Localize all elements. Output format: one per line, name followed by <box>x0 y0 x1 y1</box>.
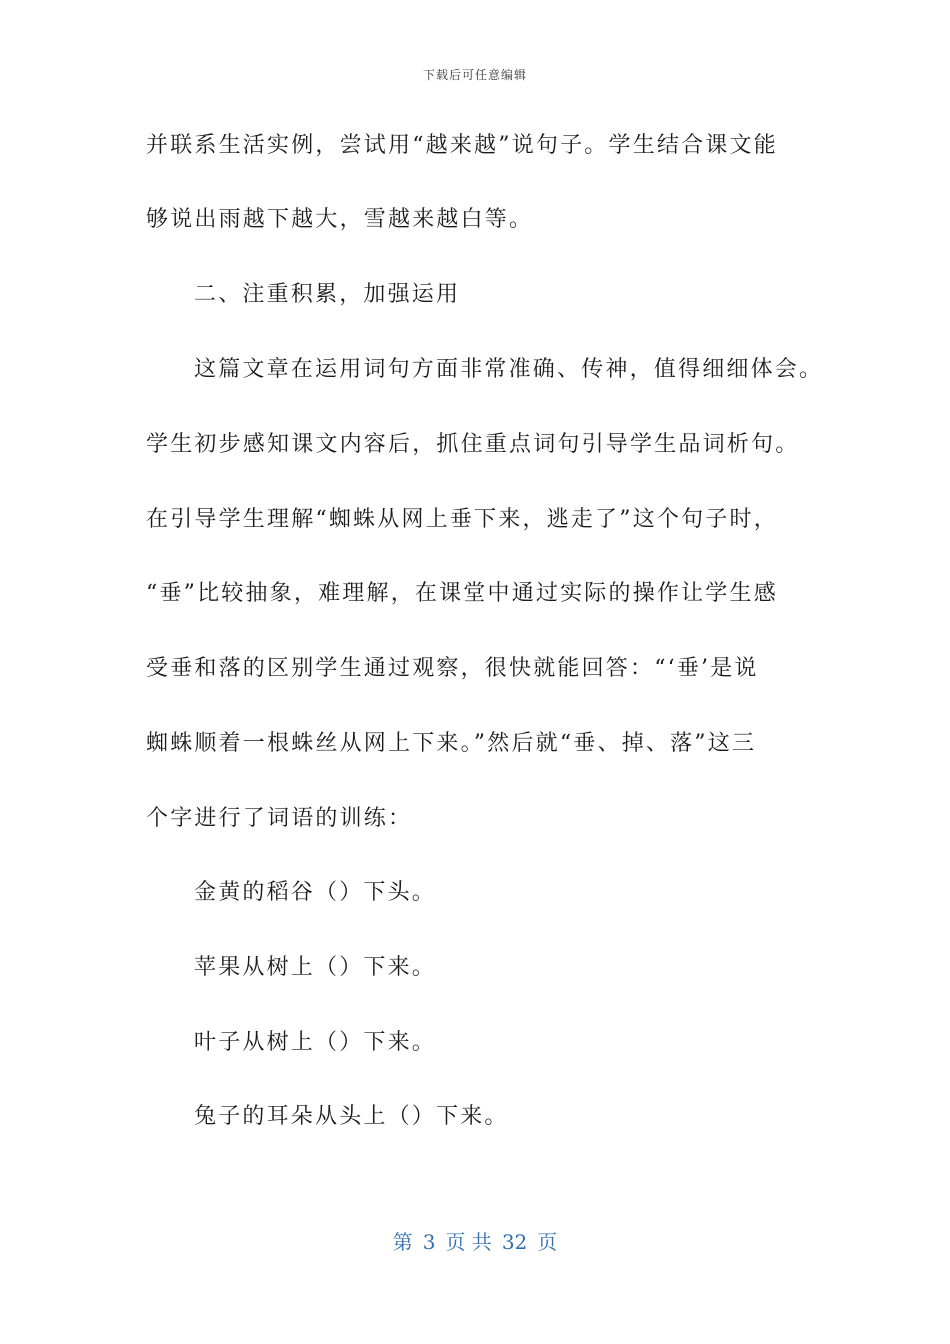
body-line: 学生初步感知课文内容后，抓住重点词句引导学生品词析句。 <box>146 432 800 457</box>
exercise-item: 苹果从树上（）下来。 <box>194 955 437 980</box>
exercise-item: 叶子从树上（）下来。 <box>194 1030 437 1055</box>
footer-current-page: 3 <box>422 1230 436 1254</box>
exercise-item: 兔子的耳朵从头上（）下来。 <box>194 1104 509 1129</box>
footer-middle: 页 共 <box>445 1230 492 1254</box>
footer-total-pages: 32 <box>501 1230 528 1254</box>
body-line: 这篇文章在运用词句方面非常准确、传神，值得细细体会。 <box>194 357 824 382</box>
footer-prefix: 第 <box>392 1230 413 1254</box>
footer-suffix: 页 <box>537 1230 558 1254</box>
body-line: 够说出雨越下越大，雪越来越白等。 <box>146 207 534 232</box>
exercise-item: 金黄的稻谷（）下头。 <box>194 880 437 905</box>
section-heading: 二、注重积累，加强运用 <box>194 282 461 307</box>
body-line: 在引导学生理解“蜘蛛从网上垂下来，逃走了”这个句子时， <box>146 507 778 532</box>
header-note: 下载后可任意编辑 <box>422 68 527 82</box>
body-line: 受垂和落的区别学生通过观察，很快就能回答：“‘垂’是说 <box>146 656 759 681</box>
body-line: 并联系生活实例，尝试用“越来越”说句子。学生结合课文能 <box>146 133 778 158</box>
body-line: “垂”比较抽象，难理解，在课堂中通过实际的操作让学生感 <box>146 581 778 606</box>
page-number-footer <box>0 1226 950 1255</box>
body-line: 蜘蛛顺着一根蛛丝从网上下来。”然后就“垂、掉、落”这三 <box>146 731 757 756</box>
body-line: 个字进行了词语的训练： <box>146 806 413 831</box>
